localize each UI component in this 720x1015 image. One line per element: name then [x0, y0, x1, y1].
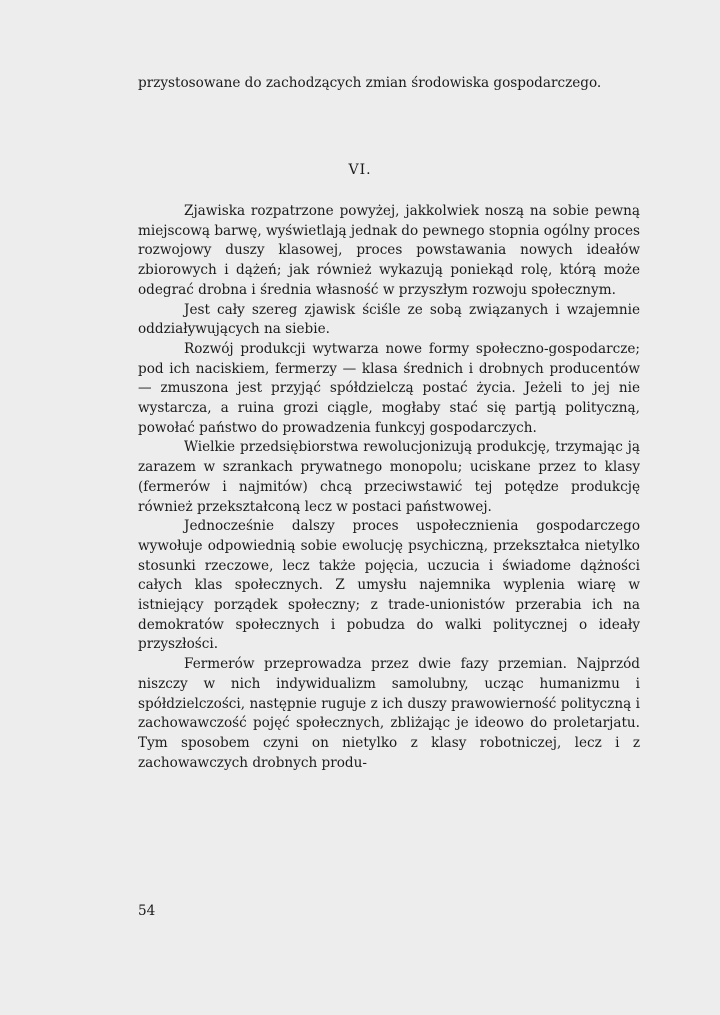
paragraph: Jest cały szereg zjawisk ściśle ze sobą związanych i wzajemnie oddziaływujących na siebie.: [138, 301, 640, 338]
paragraph: Zjawiska rozpatrzone powyżej, jakkolwiek noszą na sobie pewną miejscową barwę, wyświetlają jednak do pewnego stopnia ogólny proces rozwojowy duszy klasowej, proces powstawania nowych ideałów zbiorowych i dążeń; jak również wykazują poniekąd rolę, którą może odegrać drobna i średnia własność w przyszłym rozwoju społecznym.: [138, 203, 640, 298]
paragraph: Rozwój produkcji wytwarza nowe formy społeczno-gospodarcze; pod ich naciskiem, fermerzy — klasa średnich i drobnych producentów — zmuszona jest przyjąć spółdzielczą postać życia. Jeżeli to jej nie wystarcza, a ruina grozi ciągle, mogłaby stać się partją polityczną, powołać państwo do prowadzenia funkcyj gospodarczych.: [138, 340, 640, 436]
section-heading: VI.: [348, 162, 372, 178]
paragraph: Fermerów przeprowadza przez dwie fazy przemian. Najprzód niszczy w nich indywidualizm samolubny, ucząc humanizmu i spółdzielczości, następnie ruguje z ich duszy prawowierność polityczną i zachowawczość pojęć społecznych, zbliżając je ideowo do proletarjatu. Tym sposobem czyni on nietylko z klasy robotniczej, lecz i z zachowawczych drobnych produ-: [138, 656, 640, 771]
lead-paragraph: przystosowane do zachodzących zmian środowiska gospodarczego.: [138, 75, 602, 91]
paragraph: Jednocześnie dalszy proces uspołecznienia gospodarczego wywołuje odpowiednią sobie ewolucję psychiczną, przekształca nietylko stosunki rzeczowe, lecz także pojęcia, uczucia i świadome dążności całych klas społecznych. Z umysłu najemnika wyplenia wiarę w istniejący porządek społeczny; z trade-unionistów przerabia ich na demokratów społecznych i pobudza do walki politycznej o ideały przyszłości.: [138, 518, 640, 653]
page-number: 54: [138, 903, 156, 919]
continued-paragraph: [138, 74, 640, 94]
paragraph: Wielkie przedsiębiorstwa rewolucjonizują produkcję, trzymając ją zarazem w szrankach prywatnego monopolu; uciskane przez to klasy (fermerów i najmitów) chcą przeciwstawić tej potędze produkcję również przekształconą lecz w postaci państwowej.: [138, 439, 640, 515]
section-body: [138, 202, 640, 773]
